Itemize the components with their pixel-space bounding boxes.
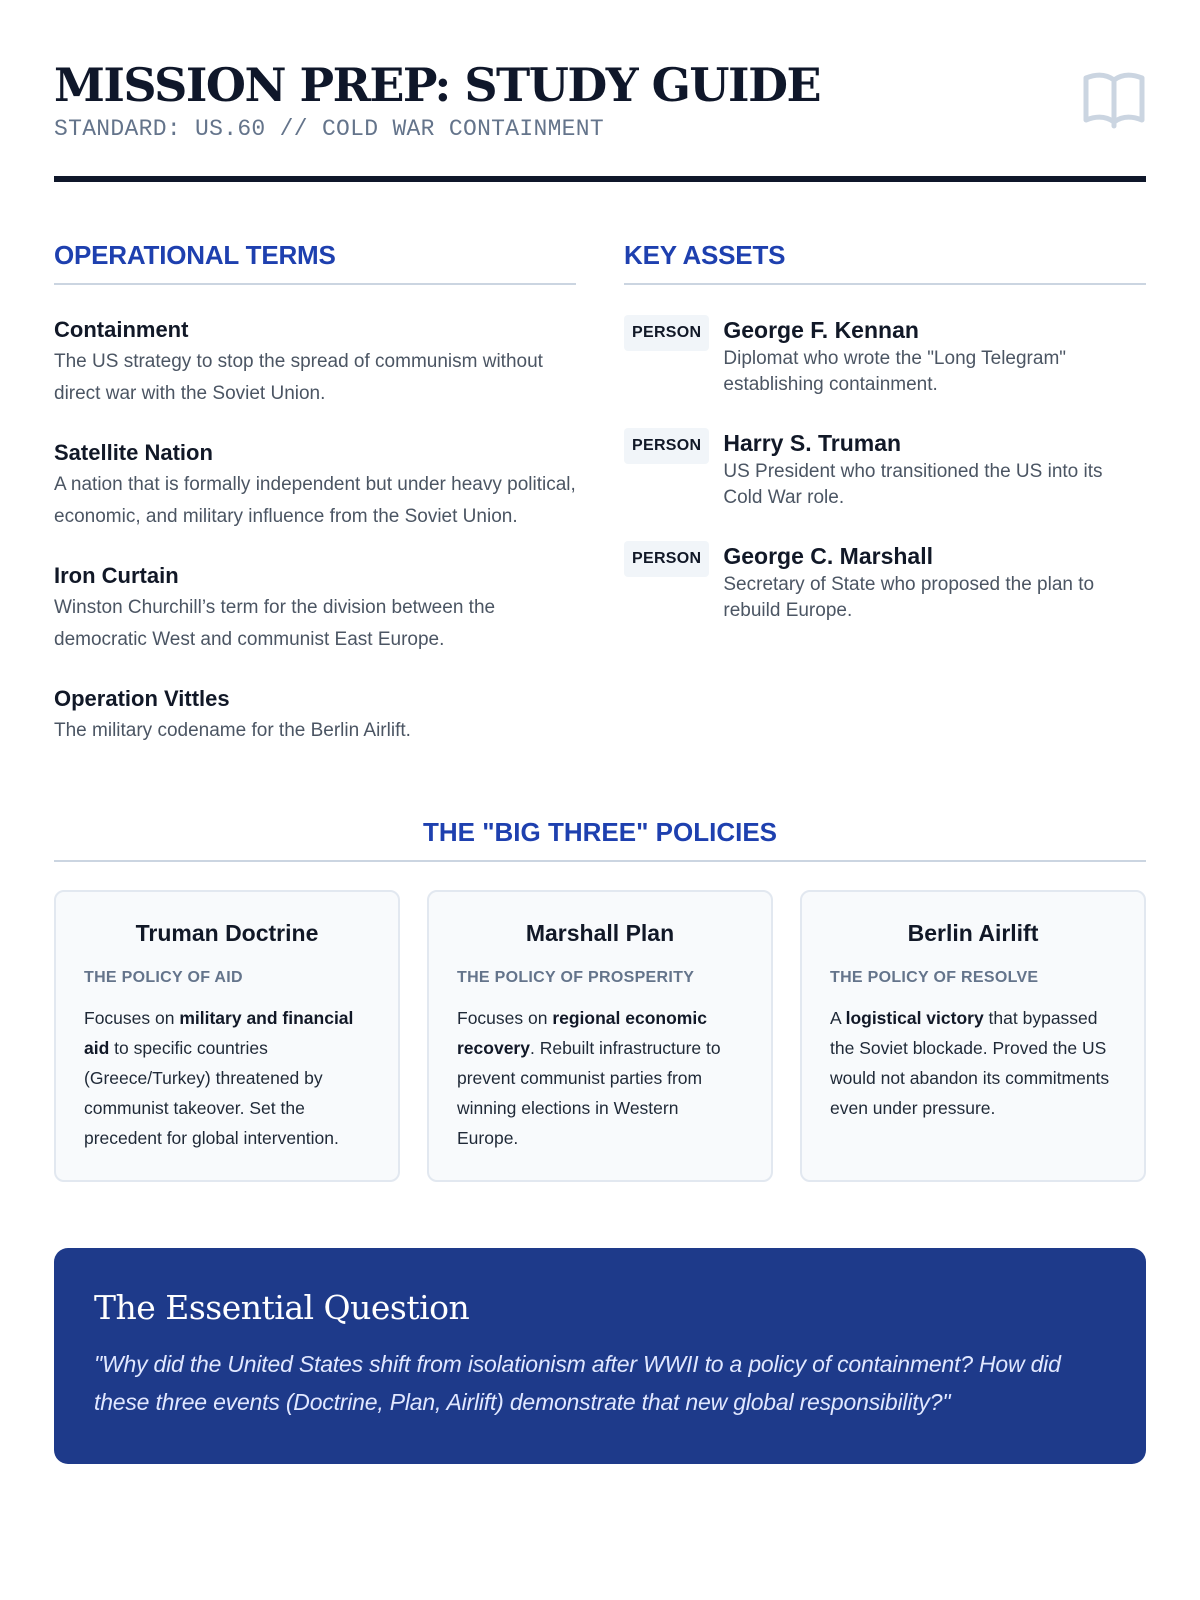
- top-sections: [54, 240, 1146, 747]
- policy-title: Berlin Airlift: [907, 920, 1039, 946]
- policy-subtitle: THE POLICY OF RESOLVE: [830, 969, 1039, 986]
- operational-terms-heading: OPERATIONAL TERMS: [54, 240, 576, 285]
- policy-text-bold: logistical victory: [845, 1008, 984, 1028]
- policy-subtitle: THE POLICY OF PROSPERITY: [457, 969, 695, 986]
- policy-text: Focuses on: [457, 1008, 553, 1028]
- policy-text: A: [830, 1008, 846, 1028]
- asset-text: [723, 541, 1146, 624]
- asset-name: George F. Kennan: [723, 317, 919, 343]
- key-assets-heading: KEY ASSETS: [624, 240, 1146, 285]
- term-definition: The military codename for the Berlin Airlift.: [54, 720, 411, 741]
- term-definition: Winston Churchill’s term for the division between the democratic West and communist East Europe.: [54, 597, 496, 650]
- policy-card-marshall-plan: [427, 890, 773, 1182]
- person-tag: PERSON: [624, 541, 709, 577]
- standard-subtitle: STANDARD: US.60 // COLD WAR CONTAINMENT: [54, 116, 604, 142]
- asset-item: [624, 315, 1146, 398]
- person-tag: PERSON: [624, 428, 709, 464]
- big-three-section: [54, 817, 1146, 1182]
- page-header: [54, 0, 1146, 182]
- term-name: Operation Vittles: [54, 686, 230, 711]
- term-name: Containment: [54, 317, 189, 342]
- policy-text: to specific countries (Greece/Turkey) threatened by communist takeover. Set the precedent for global intervention.: [84, 1038, 339, 1148]
- policy-cards: [54, 890, 1146, 1182]
- policy-text-bold: regional economic recovery: [457, 1008, 707, 1058]
- asset-description: US President who transitioned the US into its Cold War role.: [723, 461, 1103, 508]
- policy-title: Marshall Plan: [525, 920, 675, 946]
- asset-text: [723, 315, 1146, 398]
- asset-item: [624, 428, 1146, 511]
- policy-description: [84, 1003, 370, 1153]
- essential-question-text: "Why did the United States shift from isolationism after WWII to a policy of containment? How did these three events (Doctrine, Plan, Airlift) demonstrate that new global responsibility?": [94, 1351, 1061, 1415]
- asset-name: George C. Marshall: [723, 543, 933, 569]
- asset-item: [624, 541, 1146, 624]
- policy-text: . Rebuilt infrastructure to prevent communist parties from winning elections in Western Europe.: [457, 1038, 721, 1148]
- term-item: [54, 438, 576, 533]
- term-definition: A nation that is formally independent but under heavy political, economic, and military influence from the Soviet Union.: [54, 474, 576, 527]
- policy-subtitle: THE POLICY OF AID: [84, 969, 243, 986]
- policy-description: [830, 1003, 1116, 1123]
- policy-text: Focuses on: [84, 1008, 180, 1028]
- policy-card-truman-doctrine: [54, 890, 400, 1182]
- term-item: [54, 561, 576, 656]
- term-item: [54, 315, 576, 410]
- big-three-heading: THE "BIG THREE" POLICIES: [54, 817, 1146, 862]
- asset-description: Diplomat who wrote the "Long Telegram" establishing containment.: [723, 348, 1067, 395]
- policy-title: Truman Doctrine: [135, 920, 319, 946]
- term-name: Satellite Nation: [54, 440, 213, 465]
- policy-text: that bypassed the Soviet blockade. Proved the US would not abandon its commitments even under pressure.: [830, 1008, 1110, 1118]
- essential-question-title: The Essential Question: [94, 1288, 470, 1327]
- asset-name: Harry S. Truman: [723, 430, 902, 456]
- policy-description: [457, 1003, 743, 1153]
- page-title: MISSION PREP: STUDY GUIDE: [54, 58, 821, 112]
- term-item: [54, 684, 576, 747]
- person-tag: PERSON: [624, 315, 709, 351]
- key-assets-section: [624, 240, 1146, 747]
- policy-card-berlin-airlift: [800, 890, 1146, 1182]
- term-definition: The US strategy to stop the spread of communism without direct war with the Soviet Union.: [54, 351, 543, 404]
- policy-text-bold: military and financial aid: [84, 1008, 354, 1058]
- book-icon: [1082, 70, 1146, 130]
- operational-terms-section: [54, 240, 576, 747]
- asset-description: Secretary of State who proposed the plan to rebuild Europe.: [723, 574, 1095, 621]
- term-name: Iron Curtain: [54, 563, 179, 588]
- essential-question-banner: [54, 1248, 1146, 1464]
- asset-text: [723, 428, 1146, 511]
